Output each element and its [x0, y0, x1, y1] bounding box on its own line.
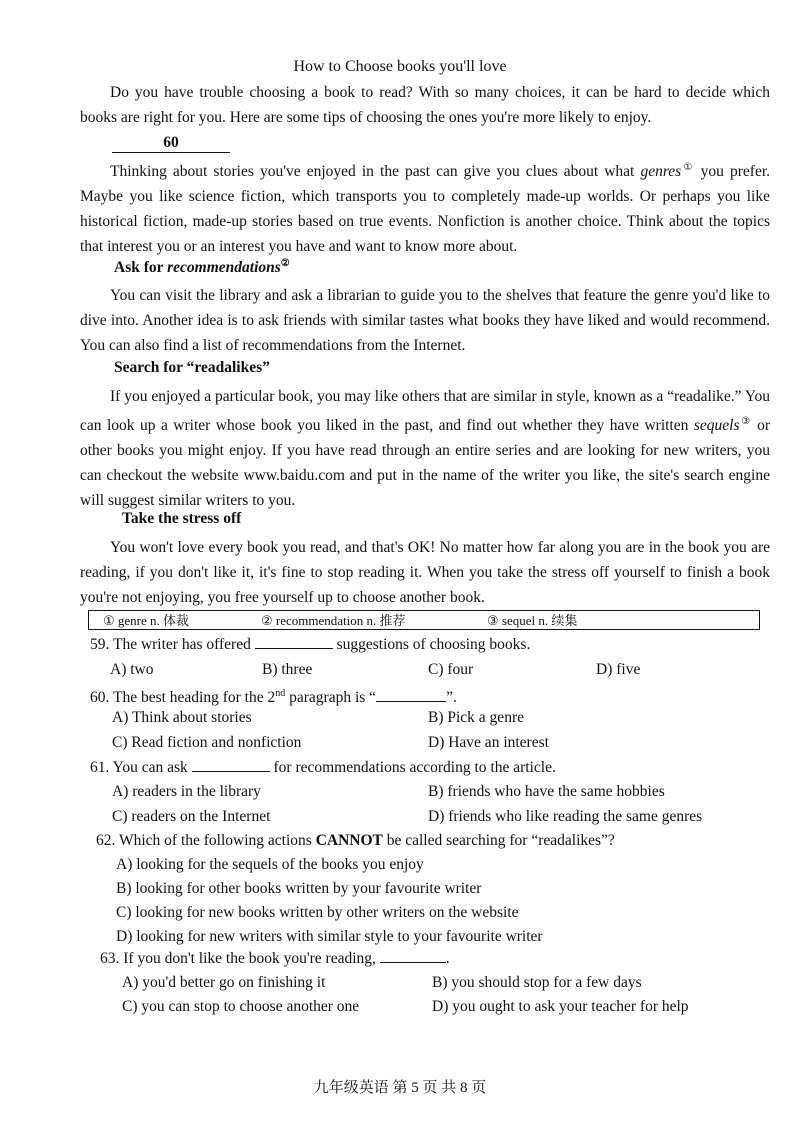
heading-ask-for-recommendations — [114, 258, 290, 277]
passage-title: How to Choose books you'll love — [293, 58, 507, 75]
paragraph-stress-off: You won't love every book you read, and that's OK! No matter how far along you are in the book you are reading, if you don't like it, it's fine to stop reading it. When you take the stress off yourself to finish a book you're not enjoying, you free yourself up to choose another book. — [80, 539, 770, 606]
question-60 — [90, 683, 457, 709]
paragraph-readalikes — [80, 384, 770, 513]
para1-text-b: you prefer. Maybe you like science fiction, which transports you to completely made-up worlds. Or perhaps you like historical fiction, made-up stories based on true events. Nonfiction is another choice. Think about the topics that interest you or an interest you have and want to know more about. — [80, 163, 771, 256]
q60-option-d: D) Have an interest — [428, 734, 549, 751]
vocabulary-notes-box — [88, 610, 760, 630]
q62-option-c: C) looking for new books written by other writers on the website — [116, 904, 519, 921]
q59-blank — [255, 648, 333, 649]
q62-option-b: B) looking for other books written by your favourite writer — [116, 880, 482, 897]
note-recommendation: ② recommendation n. 推荐 — [261, 613, 406, 628]
question-61 — [90, 757, 556, 779]
q59-option-b: B) three — [262, 661, 313, 678]
question-62 — [96, 830, 615, 852]
q62-stem-b: be called searching for “readalikes”? — [382, 832, 615, 849]
q61-option-d: D) friends who like reading the same genres — [428, 808, 703, 825]
para1-text-a: Thinking about stories you've enjoyed in the past can give you clues about what — [110, 163, 641, 181]
note-sequel: ③ sequel n. 续集 — [487, 613, 578, 628]
q60-stem-c: ”. — [446, 689, 457, 707]
page-footer: 九年级英语 第 5 页 共 8 页 — [313, 1080, 487, 1096]
q59-option-a: A) two — [110, 661, 154, 678]
q60-sup: nd — [275, 688, 286, 699]
intro-paragraph: Do you have trouble choosing a book to read? With so many choices, it can be hard to decide which books are right for you. Here are some tips of choosing the ones you're more likely to enjoy. — [80, 84, 770, 126]
footnote-mark-3: ③ — [739, 416, 752, 427]
footnote-mark-1: ① — [681, 162, 695, 173]
q62-bold-cannot: CANNOT — [315, 832, 383, 849]
q62-option-a: A) looking for the sequels of the books you enjoy — [116, 856, 424, 873]
q61-blank — [192, 771, 270, 772]
q59-stem-a: 59. The writer has offered — [90, 636, 255, 653]
q61-stem-b: for recommendations according to the article. — [269, 759, 556, 776]
q60-option-a: A) Think about stories — [112, 709, 252, 726]
heading2-word: recommendations — [167, 259, 281, 277]
q63-blank — [380, 962, 446, 963]
heading2-prefix: Ask for — [114, 259, 168, 277]
question-63 — [100, 948, 450, 970]
para3-text-b: or other books you might enjoy. If you have read through an entire series and are looking for new writers, you can checkout the website www.baidu.com and put in the name of the writer you like, the site's search engine will suggest similar writers to you. — [80, 417, 770, 510]
word-genres: genres — [640, 163, 682, 181]
q59-option-d: D) five — [596, 661, 641, 678]
q62-option-d: D) looking for new writers with similar style to your favourite writer — [116, 928, 543, 945]
q61-option-a: A) readers in the library — [112, 783, 261, 800]
q60-stem-a: 60. The best heading for the 2 — [90, 689, 276, 707]
q63-stem-b: . — [445, 950, 450, 967]
q63-option-c: C) you can stop to choose another one — [122, 998, 360, 1015]
q59-stem-b: suggestions of choosing books. — [332, 636, 531, 653]
q60-option-c: C) Read fiction and nonfiction — [112, 734, 302, 751]
word-sequels: sequels — [693, 417, 740, 435]
q61-stem-a: 61. You can ask — [90, 759, 192, 776]
q60-option-b: B) Pick a genre — [428, 709, 524, 726]
note-genre: ① genre n. 体裁 — [103, 613, 190, 628]
q60-blank — [376, 701, 446, 702]
q63-option-d: D) you ought to ask your teacher for help — [432, 998, 689, 1015]
heading-search-readalikes: Search for “readalikes” — [114, 359, 270, 376]
q63-option-b: B) you should stop for a few days — [432, 974, 642, 991]
q62-stem-a: 62. Which of the following actions — [96, 832, 316, 849]
paragraph-recommendations: You can visit the library and ask a librarian to guide you to the shelves that feature the genre you'd like to dive into. Another idea is to ask friends with similar tastes what books they have liked and would recommend. You can also find a list of recommendations from the Internet. — [80, 287, 770, 354]
q61-option-c: C) readers on the Internet — [112, 808, 271, 825]
q63-option-a: A) you'd better go on finishing it — [122, 974, 326, 991]
footnote-mark-2: ② — [280, 258, 290, 269]
para3-text-a: If you enjoyed a particular book, you may like others that are similar in style, known as a “readalike.” You can look up a writer whose book you liked in the past, and find out whether they have written — [80, 388, 770, 435]
q59-option-c: C) four — [428, 661, 474, 678]
q60-stem-b: paragraph is “ — [285, 689, 377, 707]
question-59 — [90, 634, 530, 656]
q63-stem-a: 63. If you don't like the book you're reading, — [100, 950, 380, 967]
heading-blank-60: 60 — [112, 134, 230, 153]
paragraph-think-about-stories — [80, 155, 770, 259]
q61-option-b: B) friends who have the same hobbies — [428, 783, 665, 800]
heading-take-stress-off: Take the stress off — [122, 510, 242, 527]
